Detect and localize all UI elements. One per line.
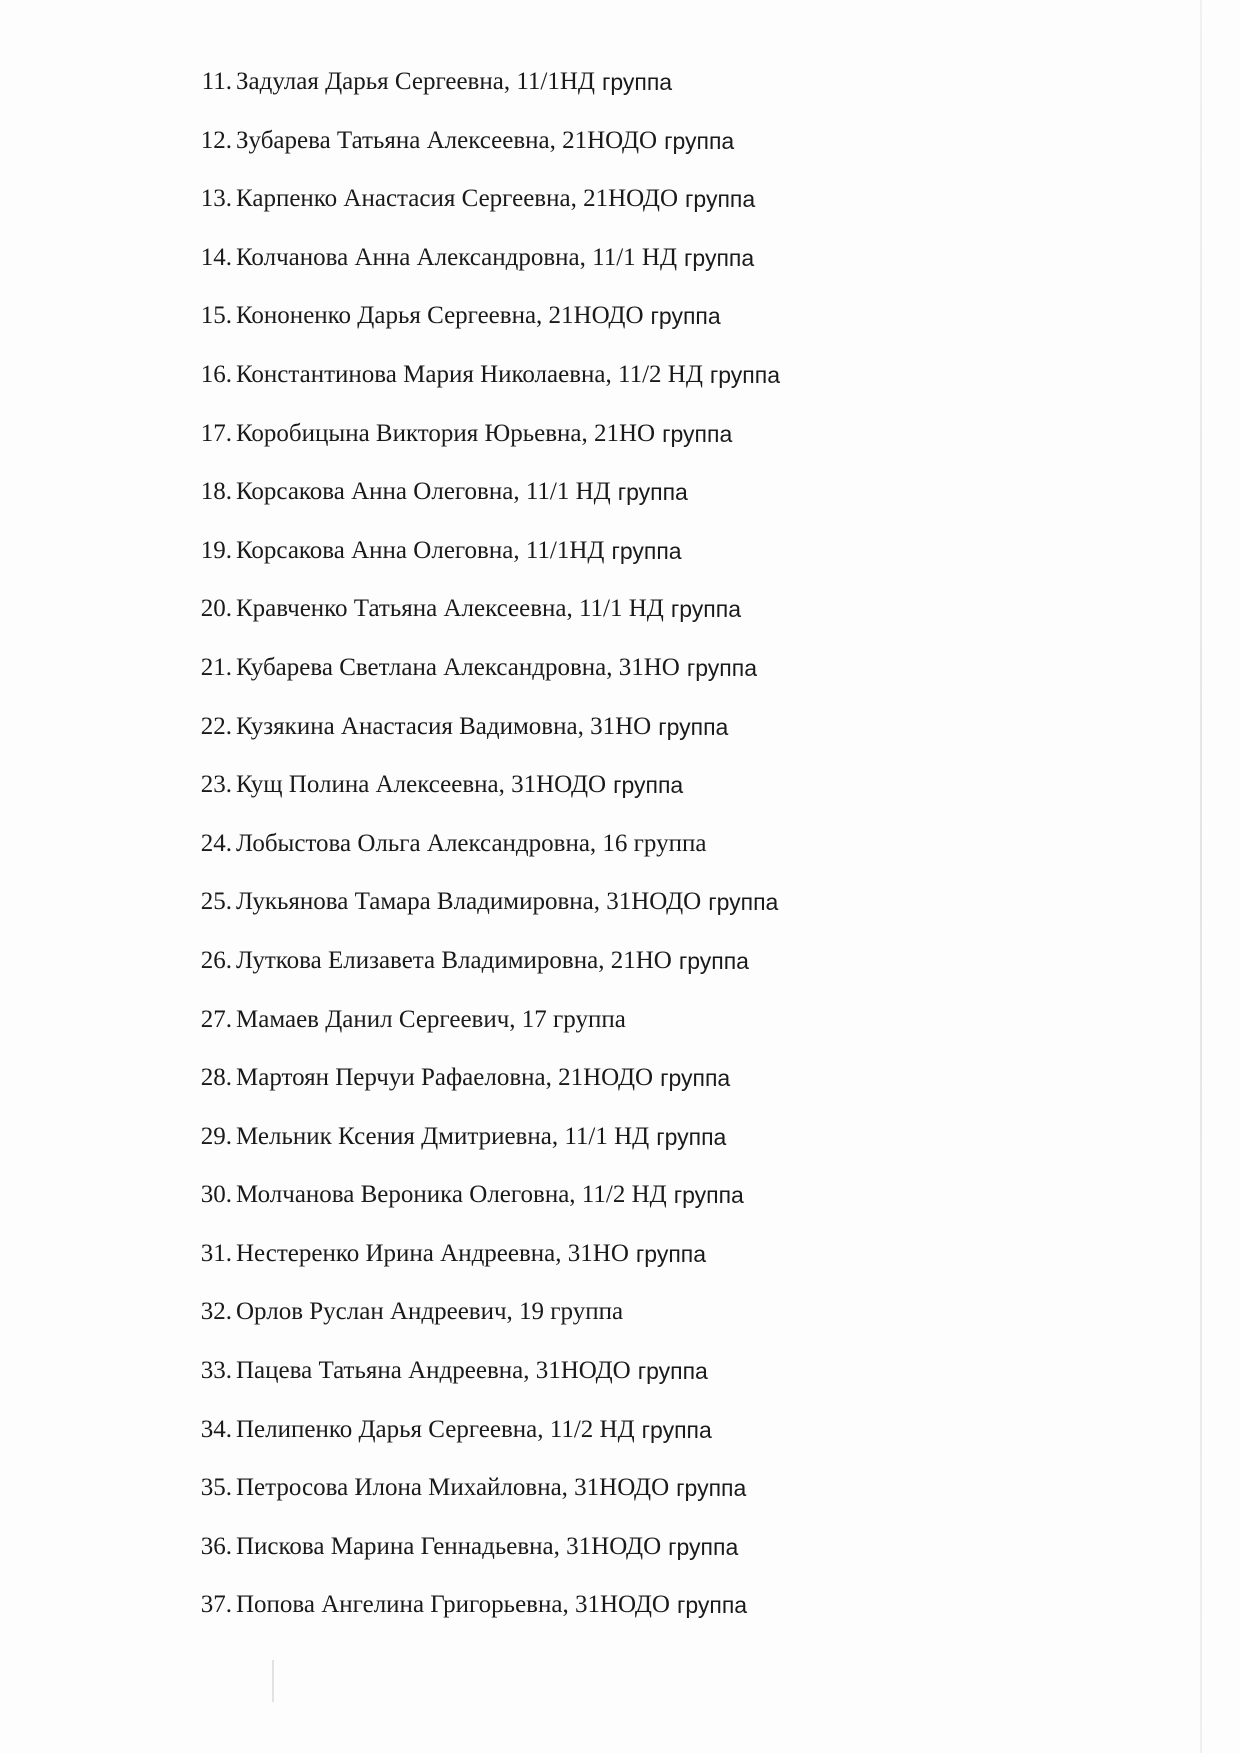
list-item-group-label: группа (650, 303, 721, 330)
scan-mark (272, 1660, 274, 1702)
list-item-text: Пацева Татьяна Андреевна, 31НОДО (236, 1357, 631, 1385)
list-item-group-label: группа (708, 889, 779, 916)
list-item-text: Лобыстова Ольга Александровна, 16 группа (236, 829, 707, 857)
list-item-number: 23. (200, 771, 232, 799)
list-item (0, 355, 1240, 414)
list-item (0, 1234, 1240, 1293)
list-item-group-label: группа (611, 537, 682, 564)
list-item-number: 13. (200, 185, 232, 213)
list-item-text: Карпенко Анастасия Сергеевна, 21НОДО (236, 185, 679, 213)
list-item (0, 707, 1240, 766)
list-item-group-label: группа (686, 654, 757, 681)
list-item-group-label: группа (664, 127, 735, 154)
list-item (0, 1117, 1240, 1176)
list-item-group-label: группа (673, 1182, 744, 1209)
list-item-number: 17. (200, 419, 232, 447)
list-item-text: Молчанова Вероника Олеговна, 11/2 НД (236, 1181, 667, 1209)
list-item-number: 26. (200, 946, 232, 974)
list-item-group-label: группа (656, 1123, 727, 1150)
list-item-text: Мамаев Данил Сергеевич, 17 группа (236, 1005, 626, 1033)
list-item-text: Петросова Илона Михайловна, 31НОДО (236, 1474, 670, 1502)
list-item-number: 30. (200, 1181, 232, 1209)
list-item (0, 1000, 1240, 1059)
list-item (0, 531, 1240, 590)
list-item-text: Кузякина Анастасия Вадимовна, 31НО (236, 712, 652, 740)
list-item-text: Корсакова Анна Олеговна, 11/1НД (236, 536, 605, 564)
list-item-number: 21. (200, 653, 232, 681)
list-item-number: 35. (200, 1474, 232, 1502)
list-item-text: Пелипенко Дарья Сергеевна, 11/2 НД (236, 1415, 635, 1443)
list-item (0, 296, 1240, 355)
list-item-group-label: группа (662, 420, 733, 447)
list-item-number: 28. (200, 1064, 232, 1092)
list-item (0, 472, 1240, 531)
list-item-text: Зубарева Татьяна Алексеевна, 21НОДО (236, 126, 658, 154)
list-item-group-label: группа (637, 1358, 708, 1385)
list-item (0, 1585, 1240, 1644)
list-item-number: 15. (200, 302, 232, 330)
list-item (0, 1351, 1240, 1410)
list-item-number: 32. (200, 1298, 232, 1326)
list-item-group-label: группа (685, 186, 756, 213)
list-item-text: Пискова Марина Геннадьевна, 31НОДО (236, 1532, 662, 1560)
list-item-number: 31. (200, 1239, 232, 1267)
list-item (0, 765, 1240, 824)
list-item (0, 1292, 1240, 1351)
student-list (0, 62, 1240, 1644)
list-item-group-label: группа (641, 1416, 712, 1443)
list-item (0, 648, 1240, 707)
list-item-text: Попова Ангелина Григорьевна, 31НОДО (236, 1591, 670, 1619)
list-item (0, 1527, 1240, 1586)
list-item-text: Колчанова Анна Александровна, 11/1 НД (236, 243, 678, 271)
list-item-text: Луткова Елизавета Владимировна, 21НО (236, 946, 672, 974)
list-item-number: 19. (200, 536, 232, 564)
list-item-text: Мартоян Перчуи Рафаеловна, 21НОДО (236, 1064, 654, 1092)
list-item-number: 12. (200, 126, 232, 154)
list-item (0, 882, 1240, 941)
list-item-text: Нестеренко Ирина Андреевна, 31НО (236, 1239, 629, 1267)
list-item-group-label: группа (613, 772, 684, 799)
list-item-number: 22. (200, 712, 232, 740)
list-item (0, 179, 1240, 238)
list-item-group-label: группа (709, 361, 780, 388)
list-item (0, 824, 1240, 883)
list-item-group-label: группа (676, 1592, 748, 1619)
list-item-number: 33. (200, 1357, 232, 1385)
list-item-text: Константинова Мария Николаевна, 11/2 НД (236, 360, 703, 388)
list-item-text: Орлов Руслан Андреевич, 19 группа (236, 1298, 624, 1326)
list-item-group-label: группа (617, 479, 688, 506)
list-item-number: 14. (200, 243, 232, 271)
list-item-text: Кравченко Татьяна Алексеевна, 11/1 НД (236, 595, 664, 623)
list-item-number: 11. (201, 68, 232, 95)
list-item-number: 29. (200, 1122, 232, 1150)
list-item (0, 589, 1240, 648)
list-item (0, 1468, 1240, 1527)
list-item-text: Задулая Дарья Сергеевна, 11/1НД (236, 68, 595, 95)
list-item-number: 16. (200, 360, 232, 388)
list-item-text: Кононенко Дарья Сергеевна, 21НОДО (236, 302, 644, 330)
list-item-group-label: группа (658, 713, 729, 740)
list-item-number: 25. (200, 888, 232, 916)
list-item (0, 414, 1240, 473)
list-item-number: 18. (200, 478, 232, 506)
list-item (0, 62, 1240, 121)
list-item-number: 20. (200, 595, 232, 623)
list-item (0, 941, 1240, 1000)
list-item-group-label: группа (635, 1240, 707, 1267)
list-item (0, 1058, 1240, 1117)
list-item-group-label: группа (601, 69, 673, 95)
list-item-group-label: группа (668, 1533, 739, 1560)
list-item (0, 238, 1240, 297)
list-item-group-label: группа (670, 596, 741, 623)
list-item (0, 121, 1240, 180)
list-item-text: Корсакова Анна Олеговна, 11/1 НД (236, 478, 611, 506)
list-item-number: 27. (200, 1005, 232, 1033)
list-item-group-label: группа (678, 947, 749, 974)
list-item-group-label: группа (676, 1475, 747, 1502)
list-item (0, 1175, 1240, 1234)
list-item-text: Лукьянова Тамара Владимировна, 31НОДО (236, 888, 702, 916)
list-item-text: Кущ Полина Алексеевна, 31НОДО (236, 771, 607, 799)
list-item (0, 1410, 1240, 1469)
list-item-group-label: группа (660, 1065, 731, 1092)
list-item-text: Мельник Ксения Дмитриевна, 11/1 НД (236, 1122, 650, 1150)
list-item-group-label: группа (684, 244, 755, 271)
list-item-number: 24. (200, 829, 232, 857)
list-item-text: Коробицына Виктория Юрьевна, 21НО (236, 419, 656, 447)
list-item-number: 37. (200, 1591, 232, 1619)
list-item-number: 36. (200, 1532, 232, 1560)
list-item-number: 34. (200, 1415, 232, 1443)
list-item-text: Кубарева Светлана Александровна, 31НО (236, 653, 680, 681)
